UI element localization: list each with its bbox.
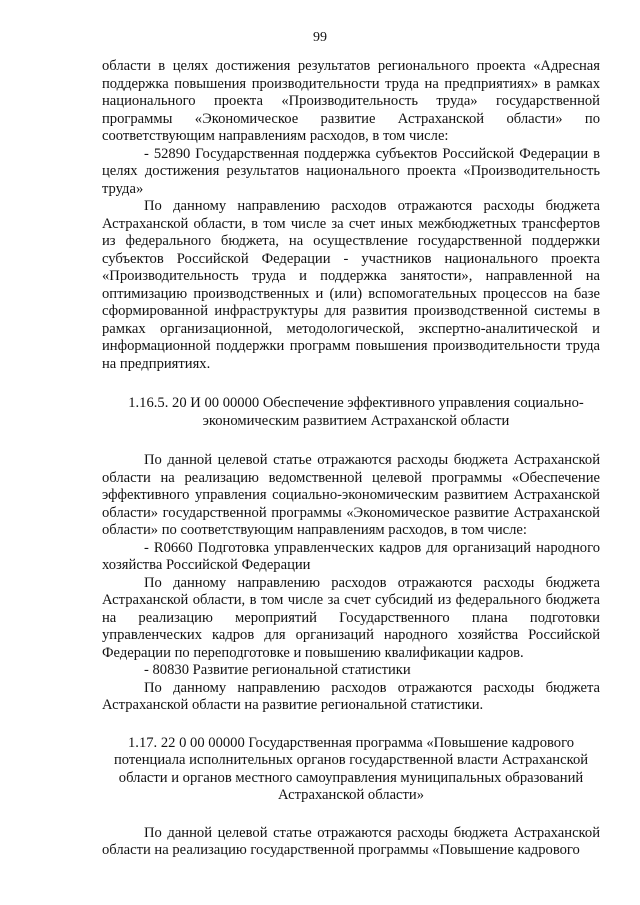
paragraph: По данной целевой статье отражаются расходы бюджета Астраханской области на реализацию ведомственной целевой программы «Обеспечение эффективного управления социально-экономическим развитием Астраханской области» государственной программы «Экономическое развитие Астраханской области» по соответствующим направлениям расходов, в том числе: — [102, 452, 600, 538]
section-heading: 1.16.5. 20 И 00 00000 Обеспечение эффективного управления социально-экономическим развитием Астраханской области — [128, 395, 584, 429]
paragraph: По данному направлению расходов отражаются расходы бюджета Астраханской области, в том числе за счет субсидий из федерального бюджета на реализацию мероприятий Государственного плана подготовки управленческих кадров для организаций народного хозяйства Российской Федерации по переподготовке и повышению квалификации кадров. — [102, 574, 600, 661]
paragraph: По данной целевой статье отражаются расходы бюджета Астраханской области на реализацию государственной программы «Повышение кадрового — [102, 824, 600, 858]
list-item: - 80830 Развитие региональной статистики — [144, 662, 411, 678]
page-number: 99 — [313, 30, 327, 45]
paragraph: По данному направлению расходов отражаются расходы бюджета Астраханской области на развитие региональной статистики. — [102, 679, 600, 713]
list-item: - 52890 Государственная поддержка субъектов Российской Федерации в целях достижения результатов национального проекта «Производительность труда» — [102, 145, 600, 197]
section-heading: 1.17. 22 0 00 00000 Государственная программа «Повышение кадрового потенциала исполнительных органов государственной власти Астраханской области и органов местного самоуправления муниципальных образований Астраханской области» — [113, 734, 589, 803]
paragraph: По данному направлению расходов отражаются расходы бюджета Астраханской области, в том числе за счет иных межбюджетных трансфертов из федерального бюджета, на осуществление государственной поддержки субъектов Российской Федерации - участников национального проекта «Производительность труда и поддержка занятости», направленной на оптимизацию производственных и (или) вспомогательных процессов на базе сформированной инфраструктуры для развития производственной системы в рамках организационной, методологической, экспертно-аналитической и информационной поддержки программ повышения производительности труда на предприятиях. — [102, 198, 600, 372]
list-item: - R0660 Подготовка управленческих кадров для организаций народного хозяйства Российской Федерации — [102, 539, 600, 573]
document-body — [102, 58, 600, 860]
paragraph: области в целях достижения результатов регионального проекта «Адресная поддержка повышения производительности труда на предприятиях» в рамках национального проекта «Производительность труда» государственной программы «Экономическое развитие Астраханской области» по соответствующим направлениям расходов, в том числе: — [102, 58, 600, 144]
